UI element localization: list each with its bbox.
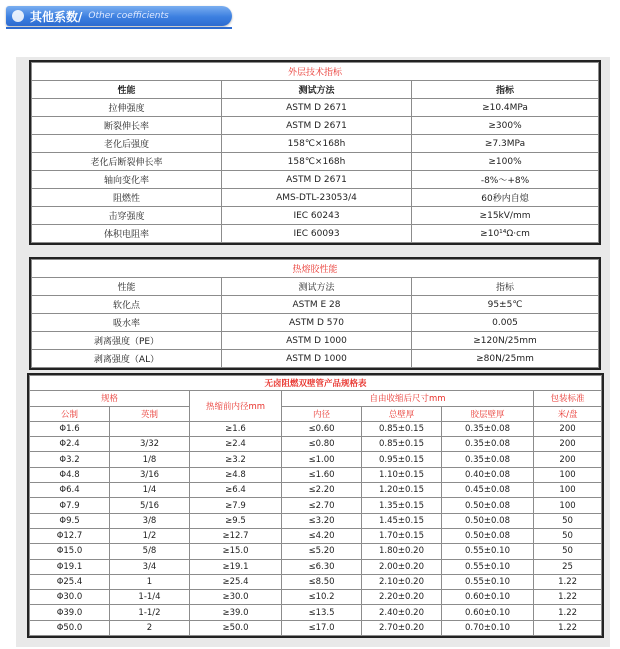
table-cell: Φ2.4 bbox=[30, 437, 110, 452]
table-cell: ASTM D 1000 bbox=[222, 350, 412, 368]
table-cell: Φ9.5 bbox=[30, 513, 110, 528]
table-cell: 1.22 bbox=[534, 605, 602, 620]
table-cell: 0.50±0.08 bbox=[442, 498, 534, 513]
table-row bbox=[32, 207, 599, 225]
table-row bbox=[30, 590, 602, 605]
col-header: 指标 bbox=[412, 81, 599, 99]
table-cell: 3/4 bbox=[110, 559, 190, 574]
table-cell: ≥3.2 bbox=[190, 452, 282, 467]
table-cell: -8%～+8% bbox=[412, 171, 599, 189]
table-cell: 1.22 bbox=[534, 574, 602, 589]
table-cell: 1/2 bbox=[110, 528, 190, 543]
pack-header: 包装标准 bbox=[534, 391, 602, 406]
table-cell: ≤1.00 bbox=[282, 452, 362, 467]
table-row bbox=[30, 483, 602, 498]
table-cell: Φ25.4 bbox=[30, 574, 110, 589]
table-row bbox=[30, 437, 602, 452]
table-cell: 100 bbox=[534, 498, 602, 513]
product-spec-table bbox=[29, 375, 602, 636]
table-cell: 轴向变化率 bbox=[32, 171, 222, 189]
table-cell: ≥100% bbox=[412, 153, 599, 171]
table-cell: Φ7.9 bbox=[30, 498, 110, 513]
table-cell: ASTM D 2671 bbox=[222, 99, 412, 117]
table-cell: 0.85±0.15 bbox=[362, 437, 442, 452]
table-cell: ≥25.4 bbox=[190, 574, 282, 589]
table-cell: IEC 60093 bbox=[222, 225, 412, 243]
table-cell: AMS-DTL-23053/4 bbox=[222, 189, 412, 207]
total-wall-header: 总壁厚 bbox=[362, 406, 442, 421]
table-cell: 0.55±0.10 bbox=[442, 544, 534, 559]
table-cell: 老化后断裂伸长率 bbox=[32, 153, 222, 171]
table-cell: 1.10±0.15 bbox=[362, 467, 442, 482]
table-cell: ≥300% bbox=[412, 117, 599, 135]
table-row bbox=[32, 117, 599, 135]
table-row bbox=[30, 467, 602, 482]
table-cell: 0.35±0.08 bbox=[442, 421, 534, 436]
banner-title-cn: 其他系数/ bbox=[30, 9, 83, 24]
table-cell: 1.80±0.20 bbox=[362, 544, 442, 559]
table-cell: 0.95±0.15 bbox=[362, 452, 442, 467]
table-cell: ASTM D 1000 bbox=[222, 332, 412, 350]
table-cell: ≥15kV/mm bbox=[412, 207, 599, 225]
table-cell: Φ30.0 bbox=[30, 590, 110, 605]
table-cell: ≥4.8 bbox=[190, 467, 282, 482]
table-row bbox=[30, 513, 602, 528]
table-cell: ASTM D 570 bbox=[222, 314, 412, 332]
table-cell: 1.20±0.15 bbox=[362, 483, 442, 498]
table-cell: 2.40±0.20 bbox=[362, 605, 442, 620]
table-cell: Φ1.6 bbox=[30, 421, 110, 436]
table-row bbox=[32, 314, 599, 332]
table-cell: ASTM D 2671 bbox=[222, 117, 412, 135]
table-cell: 拉伸强度 bbox=[32, 99, 222, 117]
table-row bbox=[32, 189, 599, 207]
table-cell: 阻燃性 bbox=[32, 189, 222, 207]
table-cell: 3/16 bbox=[110, 467, 190, 482]
table-cell: 158℃×168h bbox=[222, 153, 412, 171]
col-header: 测试方法 bbox=[222, 278, 412, 296]
table-cell: ≥30.0 bbox=[190, 590, 282, 605]
adhesive-spec-table bbox=[31, 259, 599, 368]
table-cell: ≤13.5 bbox=[282, 605, 362, 620]
table-cell: 0.35±0.08 bbox=[442, 452, 534, 467]
table-cell: 1.22 bbox=[534, 620, 602, 635]
table-cell: Φ15.0 bbox=[30, 544, 110, 559]
table-cell: 0.60±0.10 bbox=[442, 590, 534, 605]
table-cell: ≥9.5 bbox=[190, 513, 282, 528]
table-cell: ≥120N/25mm bbox=[412, 332, 599, 350]
table-cell: ≥15.0 bbox=[190, 544, 282, 559]
table-cell: 1/4 bbox=[110, 483, 190, 498]
table-cell: Φ50.0 bbox=[30, 620, 110, 635]
table-row bbox=[32, 171, 599, 189]
table-row bbox=[32, 99, 599, 117]
table-cell: Φ4.8 bbox=[30, 467, 110, 482]
table-cell: 1.35±0.15 bbox=[362, 498, 442, 513]
table-cell: 100 bbox=[534, 483, 602, 498]
table-row bbox=[30, 574, 602, 589]
table-cell: 0.005 bbox=[412, 314, 599, 332]
table-cell: ≤0.60 bbox=[282, 421, 362, 436]
table-cell: 2.20±0.20 bbox=[362, 590, 442, 605]
col-header: 测试方法 bbox=[222, 81, 412, 99]
col-header: 性能 bbox=[32, 81, 222, 99]
table-cell: 老化后强度 bbox=[32, 135, 222, 153]
table-cell: ≤2.70 bbox=[282, 498, 362, 513]
table-cell: ≥10.4MPa bbox=[412, 99, 599, 117]
table-cell: ≥80N/25mm bbox=[412, 350, 599, 368]
table-row bbox=[32, 350, 599, 368]
table-cell: ≥10¹⁴Ω·cm bbox=[412, 225, 599, 243]
table-cell: Φ3.2 bbox=[30, 452, 110, 467]
table-title: 无卤阻燃双壁管产品规格表 bbox=[30, 376, 602, 391]
col-header: 性能 bbox=[32, 278, 222, 296]
table-cell: ≤8.50 bbox=[282, 574, 362, 589]
table-cell: 1/8 bbox=[110, 452, 190, 467]
table-cell: Φ12.7 bbox=[30, 528, 110, 543]
table-row bbox=[30, 605, 602, 620]
table-cell: 2.00±0.20 bbox=[362, 559, 442, 574]
table-cell: ≥7.9 bbox=[190, 498, 282, 513]
table-cell: ≤4.20 bbox=[282, 528, 362, 543]
spec-header: 规格 bbox=[30, 391, 190, 406]
table-cell: 50 bbox=[534, 544, 602, 559]
table-row bbox=[32, 296, 599, 314]
table-row bbox=[30, 421, 602, 436]
table-row bbox=[32, 135, 599, 153]
table-row bbox=[32, 225, 599, 243]
pack-unit-header: 米/盘 bbox=[534, 406, 602, 421]
inner-diameter-header: 内径 bbox=[282, 406, 362, 421]
table-row bbox=[30, 498, 602, 513]
table-cell: 1-1/4 bbox=[110, 590, 190, 605]
table-cell: 断裂伸长率 bbox=[32, 117, 222, 135]
table-cell: ≥50.0 bbox=[190, 620, 282, 635]
table-cell: 200 bbox=[534, 437, 602, 452]
col-header: 指标 bbox=[412, 278, 599, 296]
imperial-header: 英制 bbox=[110, 406, 190, 421]
table-cell: 3/8 bbox=[110, 513, 190, 528]
table-cell: ASTM D 2671 bbox=[222, 171, 412, 189]
table-cell bbox=[110, 421, 190, 436]
table-cell: 50 bbox=[534, 513, 602, 528]
table-cell: 吸水率 bbox=[32, 314, 222, 332]
table-cell: ≥39.0 bbox=[190, 605, 282, 620]
table-row bbox=[32, 332, 599, 350]
table-cell: Φ39.0 bbox=[30, 605, 110, 620]
table-cell: 5/8 bbox=[110, 544, 190, 559]
table-cell: ≤0.80 bbox=[282, 437, 362, 452]
table-cell: 剥离强度（AL） bbox=[32, 350, 222, 368]
table-cell: 0.45±0.08 bbox=[442, 483, 534, 498]
table-cell: 2.10±0.20 bbox=[362, 574, 442, 589]
table-cell: 95±5℃ bbox=[412, 296, 599, 314]
table-cell: 3/32 bbox=[110, 437, 190, 452]
table-cell: 1-1/2 bbox=[110, 605, 190, 620]
table-row bbox=[30, 452, 602, 467]
table-cell: 2 bbox=[110, 620, 190, 635]
outer-layer-spec-table bbox=[31, 62, 599, 243]
metric-header: 公制 bbox=[30, 406, 110, 421]
table-cell: ≤1.60 bbox=[282, 467, 362, 482]
table-cell: ≤3.20 bbox=[282, 513, 362, 528]
table-cell: ≥7.3MPa bbox=[412, 135, 599, 153]
table-cell: ≥1.6 bbox=[190, 421, 282, 436]
banner-underline bbox=[6, 27, 232, 29]
table-cell: 软化点 bbox=[32, 296, 222, 314]
table-row bbox=[30, 544, 602, 559]
table-title: 外层技术指标 bbox=[32, 63, 599, 81]
table-cell: ≤6.30 bbox=[282, 559, 362, 574]
table-cell: 体积电阻率 bbox=[32, 225, 222, 243]
table-cell: ≤17.0 bbox=[282, 620, 362, 635]
table-cell: 0.60±0.10 bbox=[442, 605, 534, 620]
table-cell: ≥12.7 bbox=[190, 528, 282, 543]
pre-shrink-header: 热缩前内径mm bbox=[190, 391, 282, 422]
table-row bbox=[30, 528, 602, 543]
table-row bbox=[30, 620, 602, 635]
table-cell: 25 bbox=[534, 559, 602, 574]
banner-title-en: Other coefficients bbox=[88, 11, 169, 21]
bullet-icon bbox=[12, 10, 24, 22]
table-cell: ≥19.1 bbox=[190, 559, 282, 574]
after-shrink-header: 自由收缩后尺寸mm bbox=[282, 391, 534, 406]
table-cell: ≤2.20 bbox=[282, 483, 362, 498]
table-cell: ≤10.2 bbox=[282, 590, 362, 605]
table-row bbox=[32, 153, 599, 171]
table-cell: 0.40±0.08 bbox=[442, 467, 534, 482]
table-cell: 1 bbox=[110, 574, 190, 589]
glue-wall-header: 胶层壁厚 bbox=[442, 406, 534, 421]
table-cell: 0.50±0.08 bbox=[442, 528, 534, 543]
table-cell: 1.22 bbox=[534, 590, 602, 605]
table-cell: 100 bbox=[534, 467, 602, 482]
table-cell: 1.45±0.15 bbox=[362, 513, 442, 528]
table-cell: 50 bbox=[534, 528, 602, 543]
table-cell: 0.55±0.10 bbox=[442, 574, 534, 589]
table-cell: 剥离强度（PE） bbox=[32, 332, 222, 350]
table-cell: Φ6.4 bbox=[30, 483, 110, 498]
table-cell: 200 bbox=[534, 452, 602, 467]
table-cell: 0.85±0.15 bbox=[362, 421, 442, 436]
table-cell: ≤5.20 bbox=[282, 544, 362, 559]
table-cell: 击穿强度 bbox=[32, 207, 222, 225]
table-cell: 0.70±0.10 bbox=[442, 620, 534, 635]
table-cell: 2.70±0.20 bbox=[362, 620, 442, 635]
table-cell: ≥6.4 bbox=[190, 483, 282, 498]
table-cell: IEC 60243 bbox=[222, 207, 412, 225]
table-cell: ≥2.4 bbox=[190, 437, 282, 452]
table-title: 热熔胶性能 bbox=[32, 260, 599, 278]
table-cell: 5/16 bbox=[110, 498, 190, 513]
table-cell: 158℃×168h bbox=[222, 135, 412, 153]
table-row bbox=[30, 559, 602, 574]
table-cell: 0.35±0.08 bbox=[442, 437, 534, 452]
table-cell: 60秒内自熄 bbox=[412, 189, 599, 207]
table-cell: Φ19.1 bbox=[30, 559, 110, 574]
table-cell: 1.70±0.15 bbox=[362, 528, 442, 543]
table-cell: 0.50±0.08 bbox=[442, 513, 534, 528]
table-cell: 200 bbox=[534, 421, 602, 436]
table-cell: ASTM E 28 bbox=[222, 296, 412, 314]
section-banner bbox=[6, 6, 232, 26]
table-cell: 0.55±0.10 bbox=[442, 559, 534, 574]
